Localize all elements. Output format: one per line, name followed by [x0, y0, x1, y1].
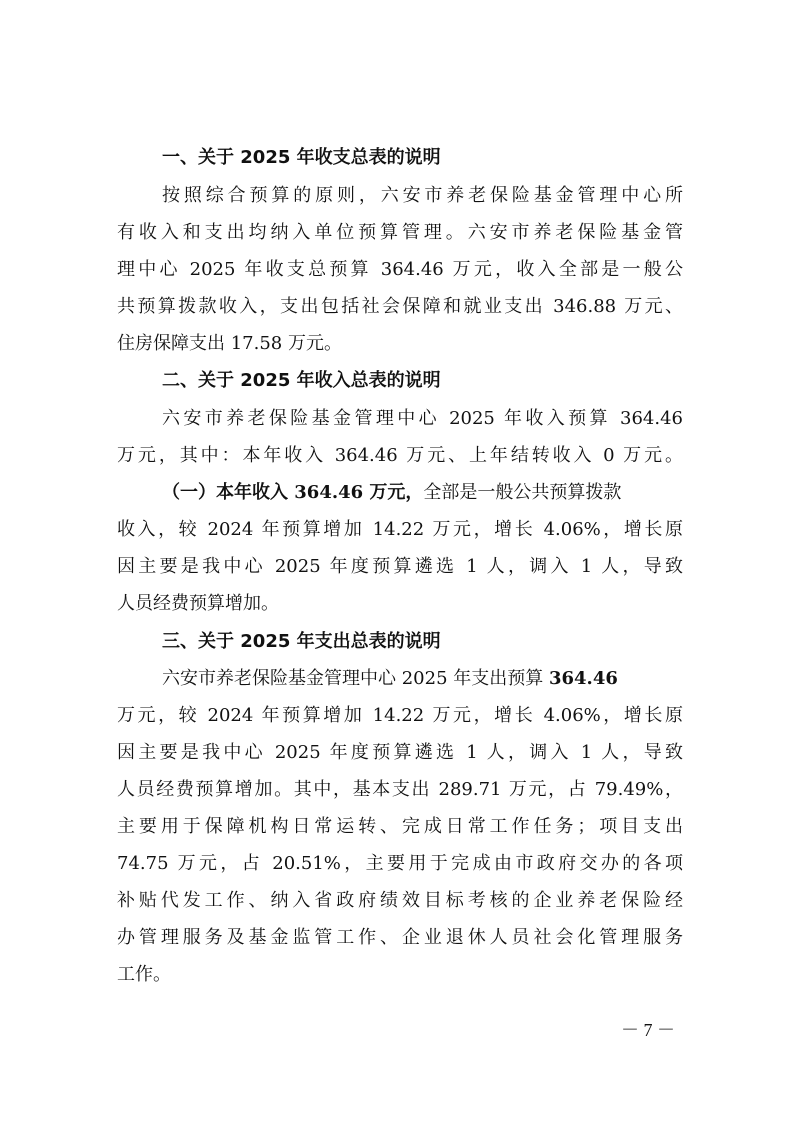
section-2-line-2: 万元，其中：本年收入 364.46 万元、上年结转收入 0 万元。 [117, 445, 683, 466]
section-3-bold-amount: 364.46 [548, 668, 618, 689]
section-3-line-4: 人员经费预算增加。其中，基本支出 289.71 万元，占 79.49%， [117, 779, 683, 800]
section-1-line-2: 有收入和支出均纳入单位预算管理。六安市养老保险基金管 [117, 222, 683, 243]
section-2-line-3: 收入，较 2024 年预算增加 14.22 万元，增长 4.06%，增长原 [117, 519, 683, 540]
section-3-line-5: 主要用于保障机构日常运转、完成日常工作任务；项目支出 [117, 816, 683, 837]
section-2-line-5: 人员经费预算增加。 [117, 593, 279, 614]
subheading-bold-text: （一）本年收入 364.46 万元， [162, 482, 424, 503]
section-2-line-4: 因主要是我中心 2025 年度预算遴选 1 人，调入 1 人，导致 [117, 556, 683, 577]
section-3-line-9: 工作。 [117, 964, 171, 985]
section-2-heading: 二、关于 2025 年收入总表的说明 [162, 370, 441, 391]
section-1-line-4: 共预算拨款收入，支出包括社会保障和就业支出 346.88 万元、 [117, 296, 683, 317]
section-3-line-1-text: 六安市养老保险基金管理中心 2025 年支出预算 [162, 668, 549, 689]
section-3-line-6: 74.75 万元，占 20.51%，主要用于完成由市政府交办的各项 [117, 853, 683, 874]
section-1-line-5: 住房保障支出 17.58 万元。 [117, 333, 342, 354]
section-3-line-8: 办管理服务及基金监管工作、企业退休人员社会化管理服务 [117, 927, 683, 948]
section-2-subheading-line [162, 481, 683, 505]
section-3-line-7: 补贴代发工作、纳入省政府绩效目标考核的企业养老保险经 [117, 890, 683, 911]
section-3-heading: 三、关于 2025 年支出总表的说明 [162, 631, 441, 652]
section-2-line-1: 六安市养老保险基金管理中心 2025 年收入预算 364.46 [162, 408, 683, 429]
section-1-heading: 一、关于 2025 年收支总表的说明 [162, 147, 441, 168]
section-3-line-1 [162, 667, 683, 691]
section-3-line-3: 因主要是我中心 2025 年度预算遴选 1 人，调入 1 人，导致 [117, 742, 683, 763]
section-1-line-3: 理中心 2025 年收支总预算 364.46 万元，收入全部是一般公 [117, 259, 683, 280]
subheading-rest-text: 全部是一般公共预算拨款 [423, 482, 622, 503]
page-number: － 7 － [621, 1020, 675, 1040]
section-3-line-2: 万元，较 2024 年预算增加 14.22 万元，增长 4.06%，增长原 [117, 705, 683, 726]
section-1-line-1: 按照综合预算的原则，六安市养老保险基金管理中心所 [162, 185, 683, 206]
